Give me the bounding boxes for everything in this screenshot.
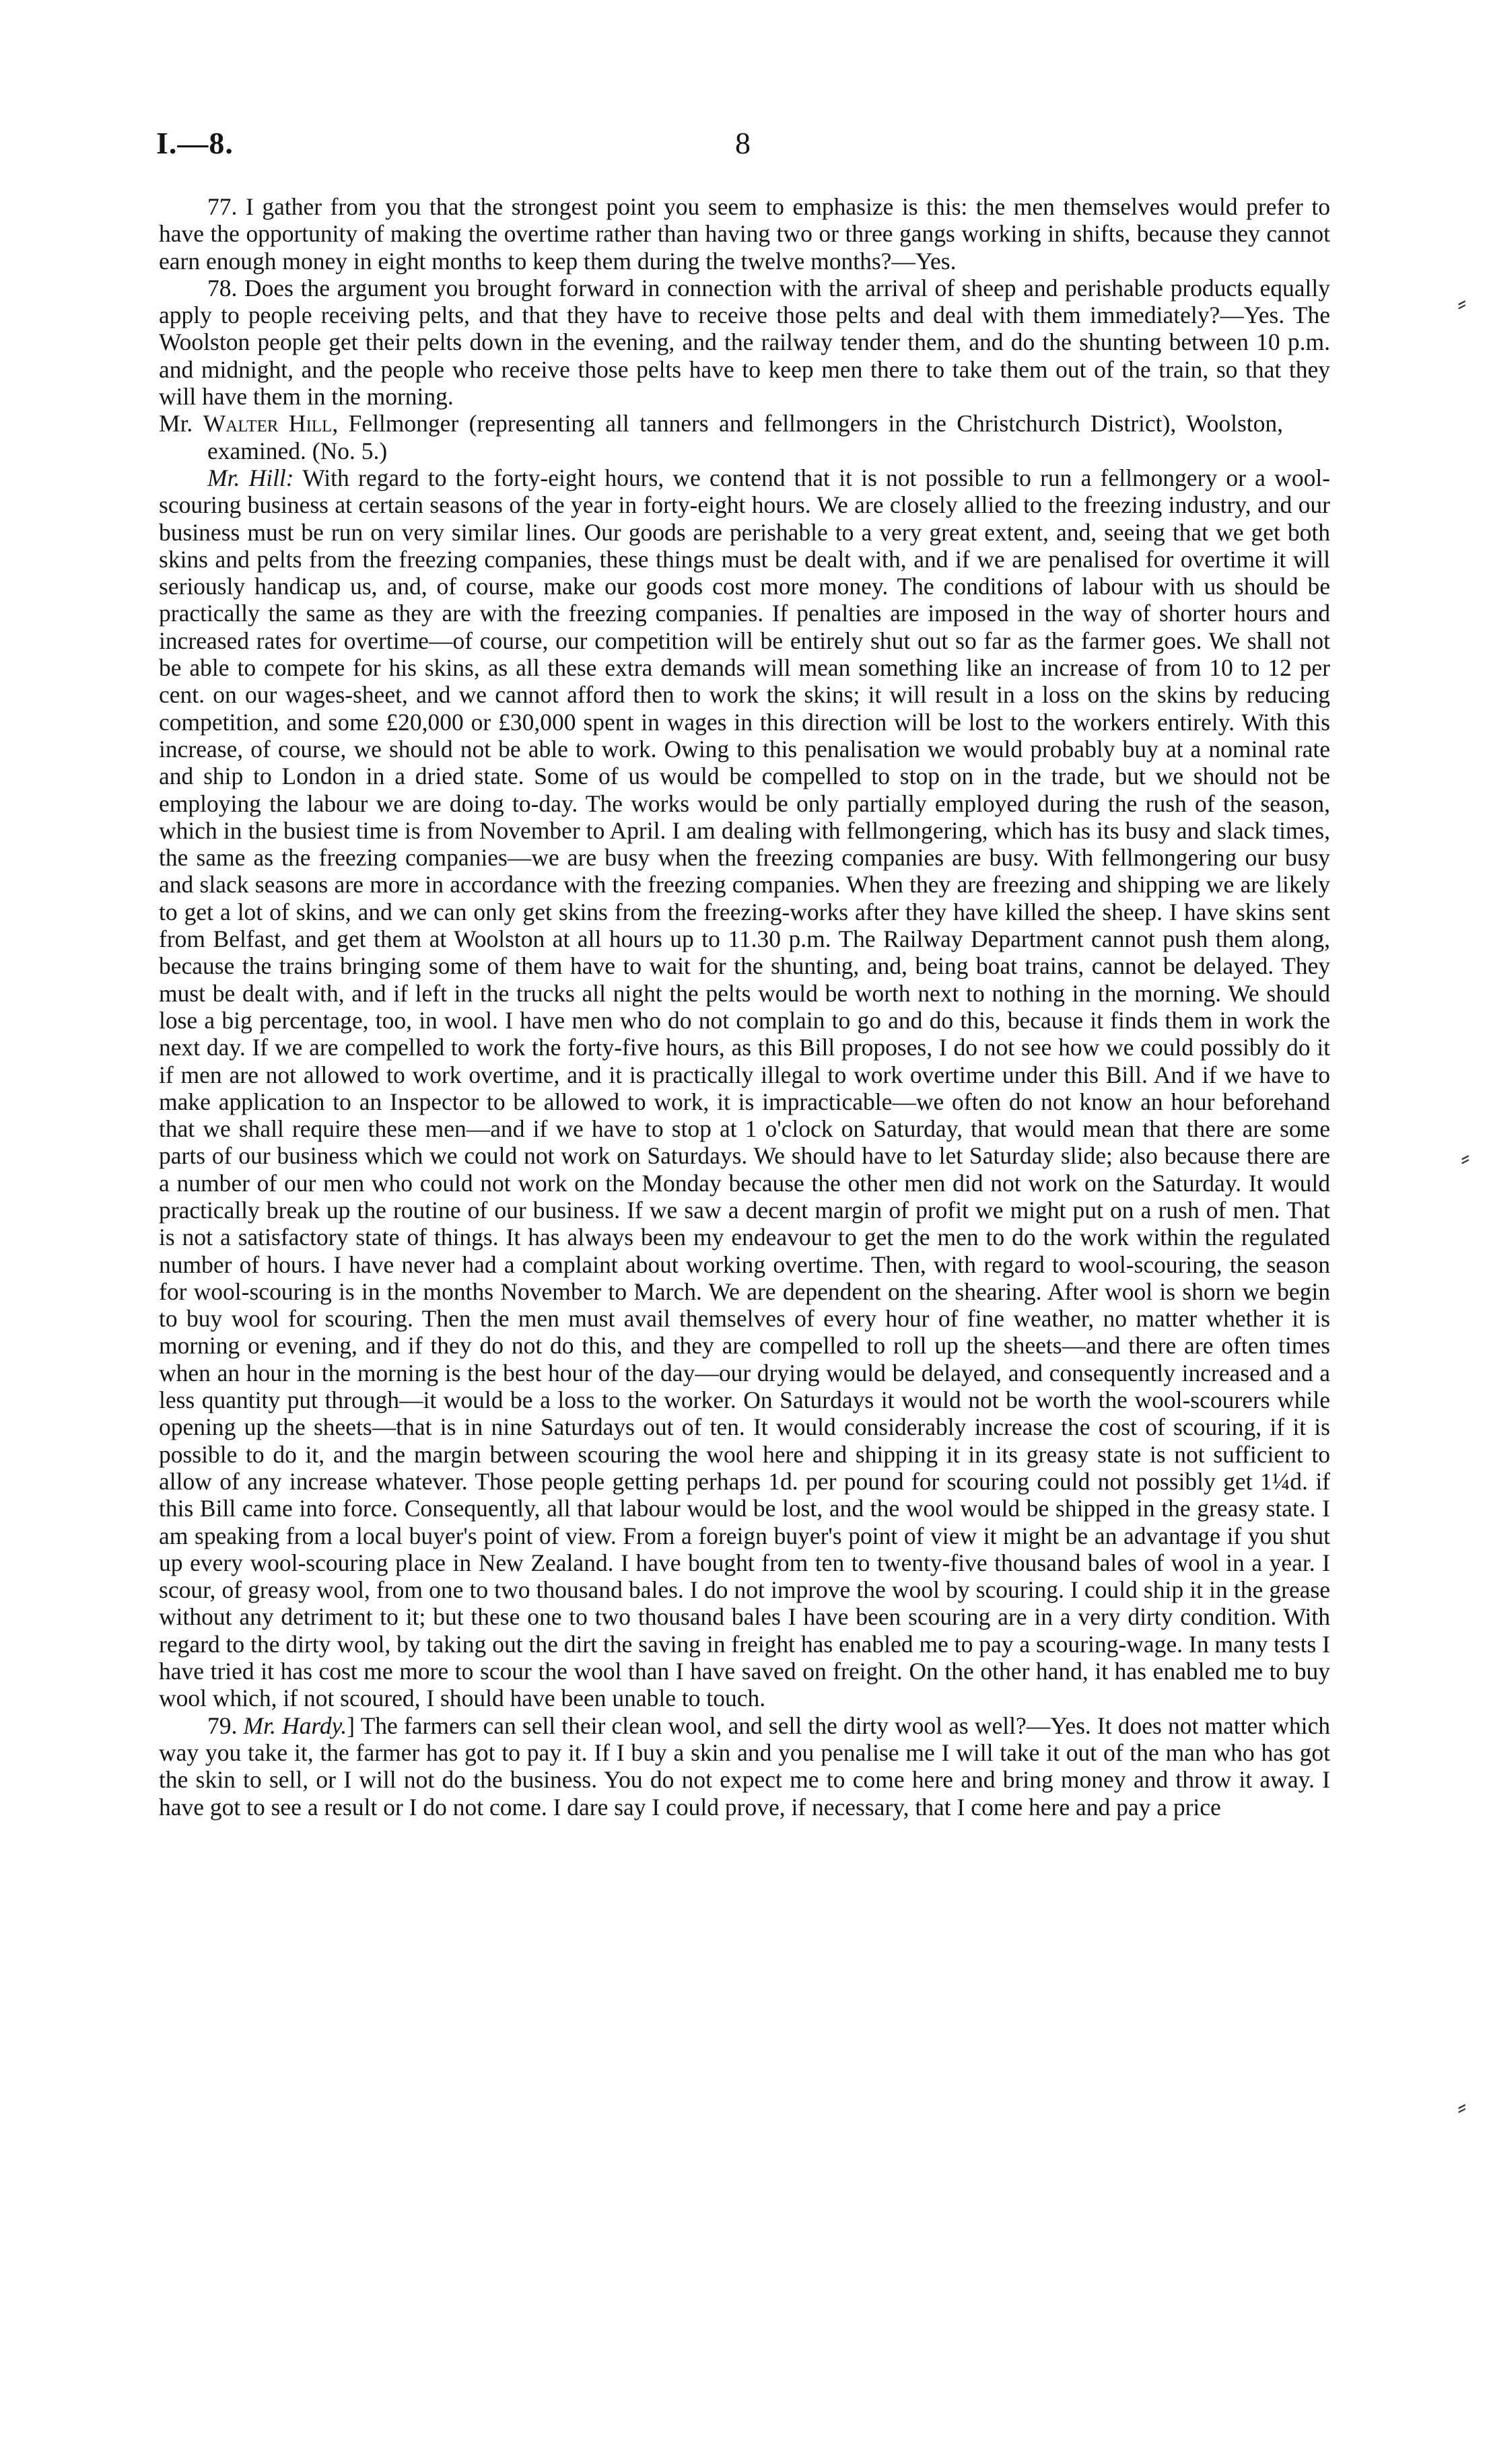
hill-statement — [159, 464, 1330, 1712]
page-number: 8 — [735, 126, 751, 160]
witness-description: , Fellmonger (representing all tanners and fellmongers in the Christchurch District), Woolston, examined. (No. 5.) — [207, 410, 1284, 464]
witness-heading — [159, 410, 1330, 464]
margin-mark-top: ⸗ — [1457, 287, 1467, 318]
document-reference: I.—8. — [156, 126, 234, 160]
witness-prefix: Mr. — [159, 410, 203, 437]
statement-text: With regard to the forty-eight hours, we contend that it is not possible to run a fellmongery or a wool-scouring business at certain seasons of the year in forty-eight hours. We are closely allied to the freezing industry, and our business must be run on very similar lines. Our goods are perishable to a very great extent, and, seeing that we get both skins and pelts from the freezing companies, these things must be dealt with, and if we are penalised for overtime it will seriously handicap us, and, of course, make our goods cost more money. The conditions of labour with us should be practically the same as they are with the freezing companies. If penalties are imposed in the way of shorter hours and increased rates for overtime—of course, our competition will be entirely shut out so far as the farmer goes. We shall not be able to compete for his skins, as all these extra demands will mean something like an increase of from 10 to 12 per cent. on our wages-sheet, and we cannot afford then to work the skins; it will result in a loss on the skins by reducing competition, and some £20,000 or £30,000 spent in wages in this direction will be lost to the workers entirely. With this increase, of course, we should not be able to work. Owing to this penalisation we would probably buy at a nominal rate and ship to London in a dried state. Some of us would be compelled to stop on in the trade, but we should not be employing the labour we are doing to-day. The works would be only partially employed during the rush of the season, which in the busiest time is from November to April. I am dealing with fellmongering, which has its busy and slack times, the same as the freezing companies—we are busy when the freezing companies are busy. With fellmongering our busy and slack seasons are more in accordance with the freezing companies. When they are freezing and shipping we are likely to get a lot of skins, and we can only get skins from the freezing-works after they have killed the sheep. I have skins sent from Belfast, and get them at Woolston at all hours up to 11.30 p.m. The Railway Department cannot push them along, because the trains bringing some of them have to wait for the shunting, and, being boat trains, cannot be delayed. They must be dealt with, and if left in the trucks all night the pelts would be worth next to nothing in the morning. We should lose a big percentage, too, in wool. I have men who do not complain to go and do this, because it finds them in work the next day. If we are compelled to work the forty-five hours, as this Bill proposes, I do not see how we could possibly do it if men are not allowed to work overtime, and it is practically illegal to work overtime under this Bill. And if we have to make application to an Inspector to be allowed to work, it is impracticable—we often do not know an hour beforehand that we shall require these men—and if we have to stop at 1 o'clock on Saturday, that would mean that there are some parts of our business which we could not work on Saturdays. We should have to let Saturday slide; also because there are a number of our men who could not work on the Monday because the other men did not work on the Saturday. It would practically break up the routine of our business. If we saw a decent margin of profit we might put on a rush of men. That is not a satisfactory state of things. It has always been my endeavour to get the men to do the work within the regulated number of hours. I have never had a complaint about working overtime. Then, with regard to wool-scouring, the season for wool-scouring is in the months November to March. We are dependent on the shearing. After wool is shorn we begin to buy wool for scouring. Then the men must avail themselves of every hour of fine weather, no matter whether it is morning or evening, and if they do not do this, and they are compelled to roll up the sheets—and there are often times when an hour in the morning is the best hour of the day—our drying would be delayed, and consequently increased and a less quantity put through—it would be a loss to the worker. On Saturdays it would not be worth the wool-scourers while opening up the sheets—that is in nine Saturdays out of ten. It would considerably increase the cost of scouring, if it is possible to do it, and the margin between scouring the wool here and shipping it in its greasy state is not sufficient to allow of any increase whatever. Those people getting perhaps 1d. per pound for scouring could not possibly get 1¼d. if this Bill came into force. Consequently, all that labour would be lost, and the wool would be shipped in the greasy state. I am speaking from a local buyer's point of view. From a foreign buyer's point of view it might be an advantage if you shut up every wool-scouring place in New Zealand. I have bought from ten to twenty-five thousand bales of wool in a year. I scour, of greasy wool, from one to two thousand bales. I do not improve the wool by scouring. I could ship it in the grease without any detriment to it; but these one to two thousand bales I have been scouring are in a very dirty condition. With regard to the dirty wool, by taking out the dirt the saving in freight has enabled me to pay a scouring-wage. In many tests I have tried it has cost me more to scour the wool than I have saved on freight. On the other hand, it has enabled me to buy wool which, if not scoured, I should have been unable to touch. — [159, 464, 1331, 1712]
document-body — [159, 193, 1330, 1821]
witness-name: Walter Hill — [203, 410, 333, 437]
page-header — [156, 125, 1334, 172]
margin-mark-bottom: ⸗ — [1457, 2091, 1467, 2121]
speaker-name: Mr. Hill: — [207, 464, 294, 491]
margin-mark-middle: ⸗ — [1461, 1142, 1470, 1172]
question-77: 77. I gather from you that the strongest point you seem to emphasize is this: the men themselves would prefer to have the opportunity of making the overtime rather than having two or three gangs working in shifts, because they cannot earn enough money in eight months to keep them during the twelve months?—Yes. — [159, 193, 1330, 275]
question-text: ] The farmers can sell their clean wool, and sell the dirty wool as well?—Yes. It does not matter which way you take it, the farmer has got to pay it. If I buy a skin and you penalise me I will take it out of the man who has got the skin to sell, or I will not do the business. You do not expect me to come here and bring money and throw it away. I have got to see a result or I do not come. I dare say I could prove, if necessary, that I come here and pay a price — [159, 1712, 1331, 1821]
question-speaker: Mr. Hardy. — [243, 1712, 347, 1739]
question-number: 79. — [207, 1712, 244, 1739]
question-79 — [159, 1712, 1330, 1821]
question-78: 78. Does the argument you brought forward in connection with the arrival of sheep and perishable products equally apply to people receiving pelts, and that they have to receive those pelts and deal with them immediately?—Yes. The Woolston people get their pelts down in the evening, and the railway tender them, and do the shunting between 10 p.m. and midnight, and the people who receive those pelts have to keep men there to take them out of the train, so that they will have them in the morning. — [159, 274, 1330, 411]
